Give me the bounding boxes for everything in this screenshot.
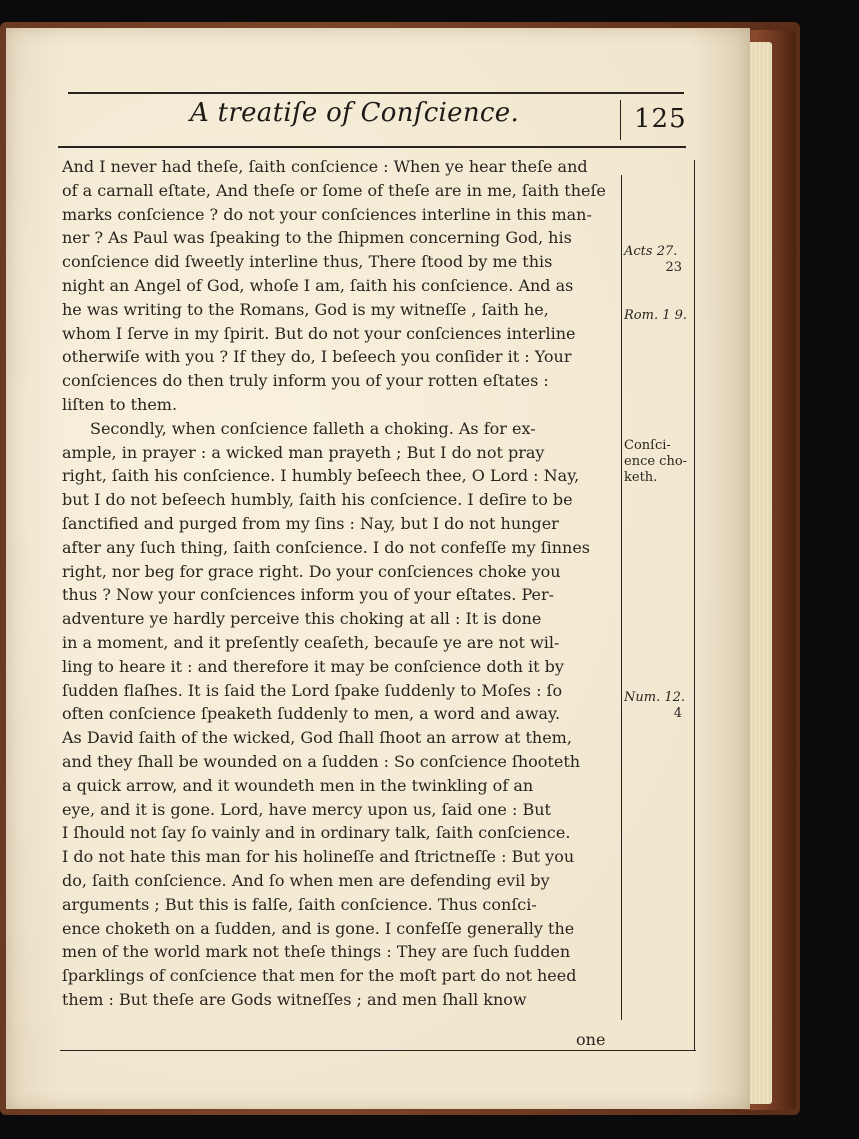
text-line: right, ſaith his conſcience. I humbly beſeech thee, O Lord : Nay,: [62, 466, 580, 486]
margin-note-label: Acts 27.: [624, 244, 678, 259]
margin-note-line3: keth.: [624, 470, 658, 485]
text-line: do, ſaith conſcience. And ſo when men are defending evil by: [62, 870, 550, 890]
margin-column-rule: [621, 175, 622, 1020]
text-line: arguments ; But this is falſe, ſaith conſcience. Thus conſci-: [62, 894, 537, 914]
text-line: in a moment, and it preſently ceaſeth, becauſe ye are not wil-: [62, 632, 560, 652]
text-line: ling to heare it : and therefore it may be conſcience doth it by: [62, 656, 564, 676]
text-line: liſten to them.: [62, 394, 178, 414]
text-line: right, nor beg for grace right. Do your conſciences choke you: [62, 561, 561, 581]
margin-note-label: Rom. 1 9.: [624, 308, 688, 323]
text-line: often conſcience ſpeaketh ſuddenly to men, a word and away.: [62, 704, 561, 724]
footer-rule: [60, 1050, 696, 1051]
margin-note-acts: [624, 244, 688, 276]
text-line: men of the world mark not theſe things : They are ſuch ſudden: [62, 942, 571, 962]
text-line: and they ſhall be wounded on a ſudden : So conſcience ſhooteth: [62, 751, 581, 771]
page-number: 125: [634, 104, 687, 134]
text-line: Secondly, when conſcience falleth a choking. As for ex-: [90, 418, 536, 438]
page-edges: [748, 42, 772, 1104]
text-line: he was writing to the Romans, God is my witneſſe , ſaith he,: [62, 299, 549, 319]
text-line: after any ſuch thing, ſaith conſcience. I do not confeſſe my ſinnes: [62, 537, 591, 557]
catchword: one: [576, 1030, 606, 1049]
text-line: of a carnall eſtate, And theſe or ſome of theſe are in me, ſaith theſe: [62, 180, 606, 200]
margin-note-label: Conſci-: [624, 438, 671, 453]
header-rule-bottom: [58, 146, 686, 148]
text-line: thus ? Now your conſciences inform you of your eſtates. Per-: [62, 585, 555, 605]
text-line: ſanctified and purged from my ſins : Nay, but I do not hunger: [62, 513, 559, 533]
text-line: adventure ye hardly perceive this choking at all : It is done: [62, 609, 542, 629]
margin-note-sub: 4: [673, 706, 682, 721]
text-line: otherwiſe with you ? If they do, I beſeech you conſider it : Your: [62, 347, 572, 367]
margin-note-line2: ence cho-: [624, 454, 688, 469]
margin-note-conscience: [624, 438, 694, 486]
text-line: ence choketh on a ſudden, and is gone. I confeſſe generally the: [62, 918, 575, 938]
body-text: [62, 155, 618, 1012]
text-line: conſcience did ſweetly interline thus, There ſtood by me this: [62, 252, 553, 272]
text-line: ner ? As Paul was ſpeaking to the ſhipmen concerning God, his: [62, 228, 572, 248]
text-line: ample, in prayer : a wicked man prayeth ; But I do not pray: [62, 442, 545, 462]
text-line: marks conſcience ? do not your conſciences interline in this man-: [62, 204, 592, 224]
text-line: night an Angel of God, whoſe I am, ſaith his conſcience. And as: [62, 275, 574, 295]
text-line: I do not hate this man for his holineſſe and ſtrictneſſe : But you: [62, 847, 575, 867]
header-divider: [620, 100, 621, 140]
text-line: ſparklings of conſcience that men for the moſt part do not heed: [62, 966, 577, 986]
margin-note-romans: [624, 308, 694, 324]
right-frame-rule: [694, 160, 695, 1050]
text-line: I ſhould not ſay ſo vainly and in ordinary talk, ſaith conſcience.: [62, 823, 571, 843]
text-line: As David ſaith of the wicked, God ſhall ſhoot an arrow at them,: [62, 728, 572, 748]
running-title: A treatiſe of Conſcience.: [190, 98, 520, 128]
text-line: eye, and it is gone. Lord, have mercy upon us, ſaid one : But: [62, 799, 551, 819]
text-line: a quick arrow, and it woundeth men in the twinkling of an: [62, 775, 534, 795]
text-line: ſudden flaſhes. It is ſaid the Lord ſpake ſuddenly to Moſes : ſo: [62, 680, 563, 700]
text-line: them : But theſe are Gods witneſſes ; and men ſhall know: [62, 989, 527, 1009]
margin-note-numbers: [624, 690, 690, 722]
margin-note-sub: 23: [665, 260, 682, 275]
header-rule-top: [68, 92, 684, 94]
text-line: but I do not beſeech humbly, ſaith his conſcience. I deſire to be: [62, 490, 573, 510]
margin-note-label: Num. 12.: [624, 690, 686, 705]
text-line: And I never had theſe, ſaith conſcience : When ye hear theſe and: [62, 157, 588, 176]
text-line: conſciences do then truly inform you of your rotten eſtates :: [62, 371, 549, 391]
text-line: whom I ſerve in my ſpirit. But do not your conſciences interline: [62, 323, 576, 343]
